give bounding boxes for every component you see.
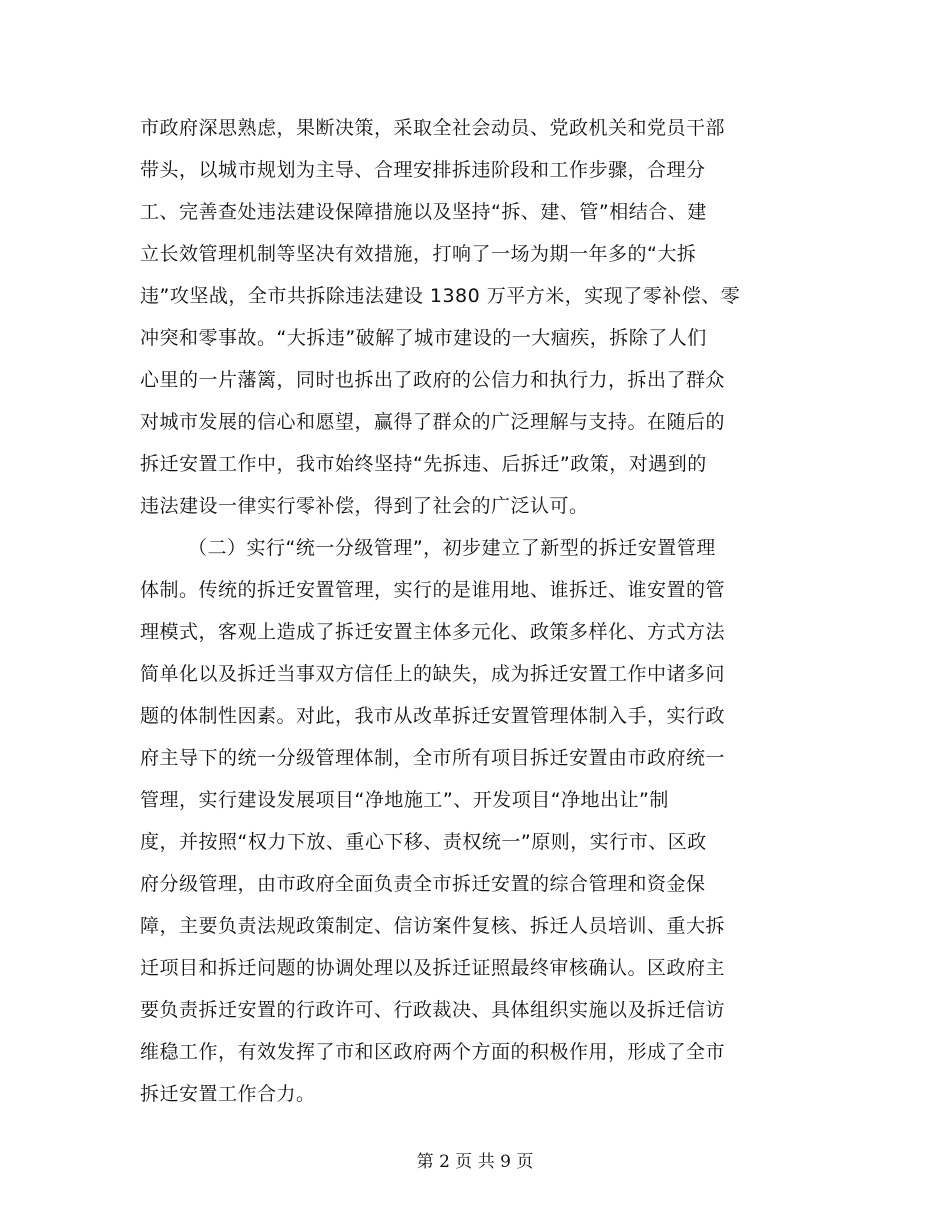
paragraph-line: 带头，以城市规划为主导、合理安排拆违阶段和工作步骤，合理分 xyxy=(140,159,706,181)
paragraph-line: 心里的一片藩篱，同时也拆出了政府的公信力和执行力，拆出了群众 xyxy=(140,369,726,391)
paragraph-line: 拆迁安置工作合力。 xyxy=(140,1083,316,1105)
paragraph-line: 府分级管理，由市政府全面负责全市拆迁安置的综合管理和资金保 xyxy=(140,873,706,895)
paragraph-line: 对城市发展的信心和愿望，赢得了群众的广泛理解与支持。在随后的 xyxy=(140,411,726,433)
paragraph-line: 违法建设一律实行零补偿，得到了社会的广泛认可。 xyxy=(140,495,589,517)
paragraph-line: 题的体制性因素。对此，我市从改革拆迁安置管理体制入手，实行政 xyxy=(140,705,726,727)
paragraph-line: 立长效管理机制等坚决有效措施，打响了一场为期一年多的“大拆 xyxy=(140,243,697,265)
paragraph-line: 冲突和零事故。“大拆违”破解了城市建设的一大痼疾，拆除了人们 xyxy=(140,327,707,349)
paragraph-line: 障，主要负责法规政策制定、信访案件复核、拆迁人员培训、重大拆 xyxy=(140,915,726,937)
page-number-footer: 第 2 页 共 9 页 xyxy=(416,1152,534,1172)
paragraph-line: （二）实行“统一分级管理”，初步建立了新型的拆迁安置管理 xyxy=(188,537,716,559)
paragraph-line: 要负责拆迁安置的行政许可、行政裁决、具体组织实施以及拆迁信访 xyxy=(140,999,726,1021)
paragraph-line: 度，并按照“权力下放、重心下移、责权统一”原则，实行市、区政 xyxy=(140,831,707,853)
paragraph-line: 市政府深思熟虑，果断决策，采取全社会动员、党政机关和党员干部 xyxy=(140,117,726,139)
paragraph-line: 迁项目和拆迁问题的协调处理以及拆迁证照最终审核确认。区政府主 xyxy=(140,957,726,979)
paragraph-line: 简单化以及拆迁当事双方信任上的缺失，成为拆迁安置工作中诸多问 xyxy=(140,663,726,685)
paragraph-line: 管理，实行建设发展项目“净地施工”、开发项目“净地出让”制 xyxy=(140,789,669,811)
paragraph-line: 工、完善查处违法建设保障措施以及坚持“拆、建、管”相结合、建 xyxy=(140,201,707,223)
paragraph-line: 维稳工作，有效发挥了市和区政府两个方面的积极作用，形成了全市 xyxy=(140,1041,726,1063)
paragraph-line: 违”攻坚战，全市共拆除违法建设 1380 万平方米，实现了零补偿、零 xyxy=(140,285,741,307)
paragraph-line: 府主导下的统一分级管理体制，全市所有项目拆迁安置由市政府统一 xyxy=(140,747,726,769)
paragraph-line: 理模式，客观上造成了拆迁安置主体多元化、政策多样化、方式方法 xyxy=(140,621,726,643)
paragraph-line: 体制。传统的拆迁安置管理，实行的是谁用地、谁拆迁、谁安置的管 xyxy=(140,579,726,601)
paragraph-line: 拆迁安置工作中，我市始终坚持“先拆违、后拆迁”政策，对遇到的 xyxy=(140,453,707,475)
